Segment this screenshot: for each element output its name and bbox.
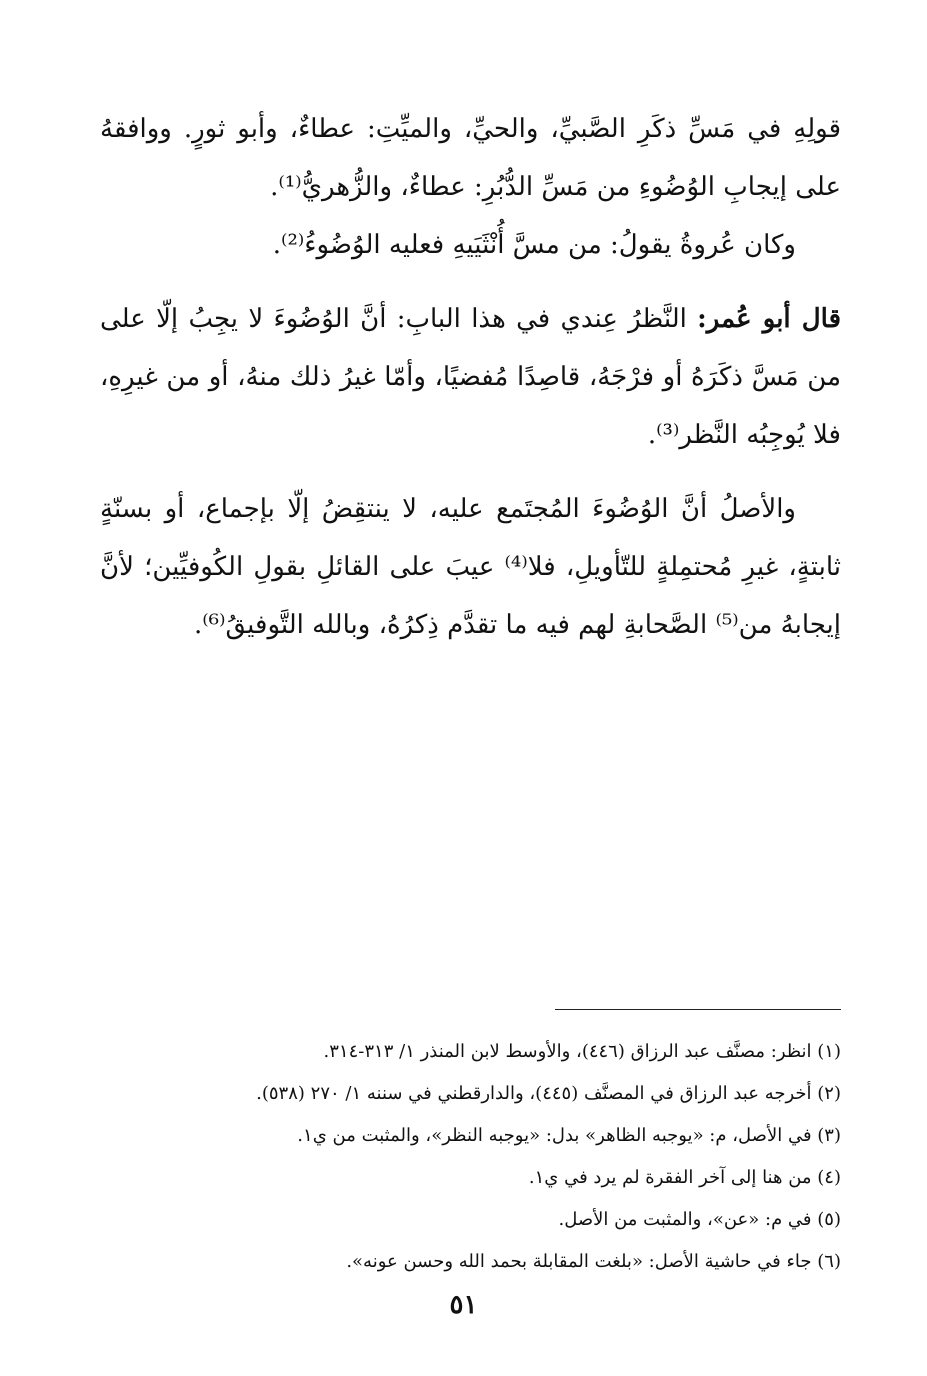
footnote-4: (٤) من هنا إلى آخر الفقرة لم يرد في ي١. (528, 1167, 841, 1188)
page-number: ٥١ (449, 1290, 478, 1320)
footnote-1: (١) انظر: مصنَّف عبد الرزاق (٤٤٦)، والأوسط لابن المنذر ١/ ٣١٣-٣١٤. (323, 1041, 841, 1062)
footnote-separator (555, 1009, 841, 1010)
paragraph-3-lead: قال أبو عُمر: (697, 304, 841, 334)
paragraph-3 (100, 290, 841, 464)
paragraph-4: والأصلُ أنَّ الوُضُوءَ المُجتَمع عليه، لا ينتقِضُ إلّا بإجماع، أو بسنّةٍ ثابتةٍ، غيرِ مُحتمِلةٍ للتّأويلِ، فلا⁽⁴⁾ عيبَ على القائلِ بقولِ الكُوفيِّين؛ لأنَّ إيجابهُ من⁽⁵⁾ الصَّحابةِ لهم فيه ما تقدَّم ذِكرُهُ، وبالله التَّوفيقُ⁽⁶⁾. (100, 494, 841, 640)
footnotes (100, 1031, 841, 1283)
main-text (100, 100, 841, 654)
footnote-3: (٣) في الأصل، م: «يوجبه الظاهر» بدل: «يوجبه النظر»، والمثبت من ي١. (297, 1125, 841, 1146)
footnote-2: (٢) أخرجه عبد الرزاق في المصنَّف (٤٤٥)، والدارقطني في سننه ١/ ٢٧٠ (٥٣٨). (256, 1083, 841, 1104)
paragraph-2: وكان عُروةُ يقولُ: من مسَّ أُنْثَيَيهِ فعليه الوُضُوءُ⁽²⁾. (272, 230, 796, 260)
footnote-5: (٥) في م: «عن»، والمثبت من الأصل. (558, 1209, 841, 1230)
footnote-6: (٦) جاء في حاشية الأصل: «بلغت المقابلة بحمد الله وحسن عونه». (346, 1251, 841, 1272)
paragraph-3-text: النَّظرُ عِندي في هذا البابِ: أنَّ الوُضُوءَ لا يجِبُ إلّا على من مَسَّ ذكَرَهُ أو فرْجَهُ، قاصِدًا مُفضيًا، وأمّا غيرُ ذلك منهُ، أو من غيرِهِ، فلا يُوجِبُه النَّظر⁽³⁾. (100, 304, 841, 450)
paragraph-1: قولِهِ في مَسِّ ذكَرِ الصَّبيِّ، والحيِّ، والميِّتِ: عطاءٌ، وأبو ثورٍ. ووافقهُ على إيجابِ الوُضُوءِ من مَسِّ الدُّبُرِ: عطاءٌ، والزُّهريُّ⁽¹⁾. (100, 114, 841, 202)
